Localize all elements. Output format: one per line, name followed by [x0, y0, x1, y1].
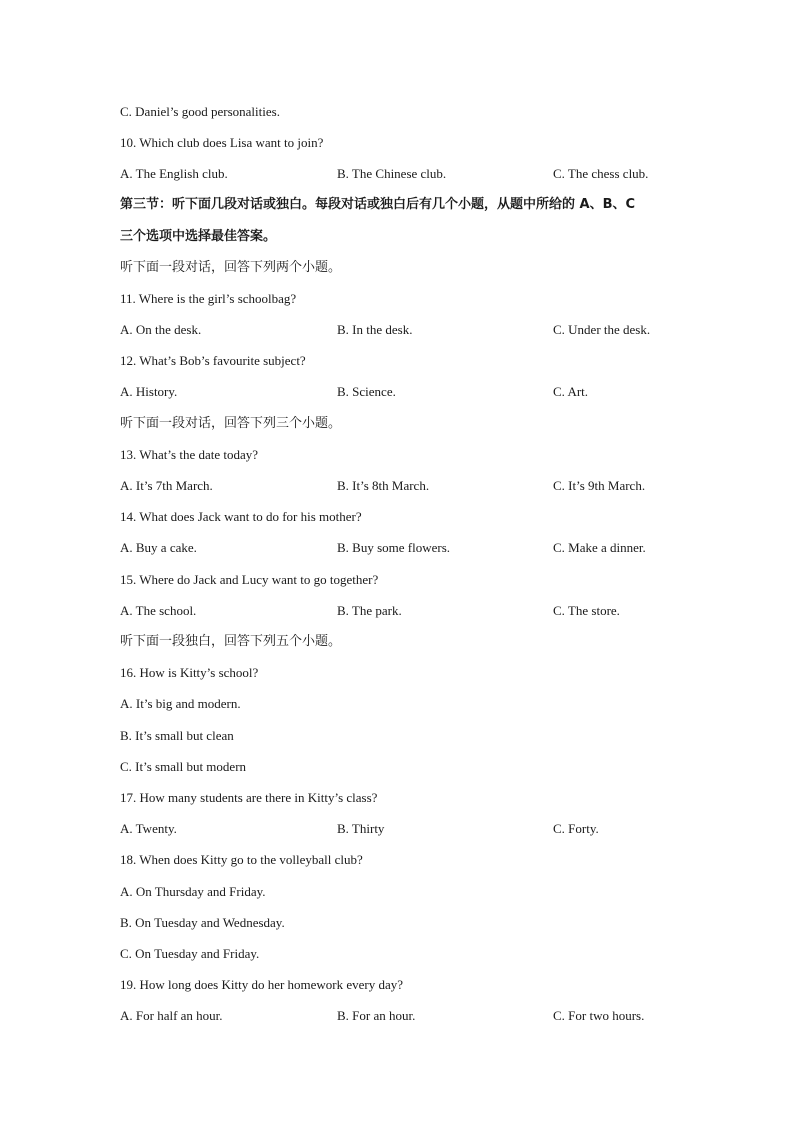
option-b: B. In the desk. [337, 322, 413, 337]
question-19-options [120, 1008, 680, 1024]
option-a: A. For half an hour. [120, 1008, 223, 1023]
question-16-option-b: B. It’s small but clean [120, 728, 234, 743]
question-15-options [120, 603, 680, 619]
question-18-option-b: B. On Tuesday and Wednesday. [120, 915, 285, 930]
section-3-heading-line-1: 第三节：听下面几段对话或独白。每段对话或独白后有几个小题，从题中所给的 A、B、C [120, 197, 636, 212]
question-16-option-a: A. It’s big and modern. [120, 696, 241, 711]
question-15: 15. Where do Jack and Lucy want to go together? [120, 572, 379, 587]
option-a: A. It’s 7th March. [120, 478, 213, 493]
question-18: 18. When does Kitty go to the volleyball club? [120, 852, 363, 867]
option-c: C. The chess club. [553, 166, 649, 181]
question-12: 12. What’s Bob’s favourite subject? [120, 353, 306, 368]
question-14-options [120, 540, 680, 556]
question-11: 11. Where is the girl’s schoolbag? [120, 291, 297, 306]
option-b: B. Buy some flowers. [337, 540, 451, 555]
option-a: A. The school. [120, 603, 197, 618]
option-c: C. Make a dinner. [553, 540, 646, 555]
section-3-heading-line-2: 三个选项中选择最佳答案。 [120, 229, 277, 244]
question-18-option-c: C. On Tuesday and Friday. [120, 946, 260, 961]
question-19: 19. How long does Kitty do her homework every day? [120, 977, 404, 992]
question-16: 16. How is Kitty’s school? [120, 665, 259, 680]
question-14: 14. What does Jack want to do for his mother? [120, 509, 362, 524]
option-b: B. Thirty [337, 821, 385, 836]
question-10: 10. Which club does Lisa want to join? [120, 135, 324, 150]
option-c: C. Under the desk. [553, 322, 651, 337]
question-18-option-a: A. On Thursday and Friday. [120, 884, 266, 899]
option-c: C. Art. [553, 384, 589, 399]
option-c: C. For two hours. [553, 1008, 645, 1023]
option-b: B. The Chinese club. [337, 166, 447, 181]
question-13: 13. What’s the date today? [120, 447, 259, 462]
option-a: A. History. [120, 384, 178, 399]
question-16-option-c: C. It’s small but modern [120, 759, 247, 774]
question-17: 17. How many students are there in Kitty’s class? [120, 790, 378, 805]
question-13-options [120, 478, 680, 494]
option-b: B. The park. [337, 603, 402, 618]
option-b: B. For an hour. [337, 1008, 416, 1023]
option-c: C. Forty. [553, 821, 599, 836]
question-10-options [120, 166, 680, 182]
question-17-options [120, 821, 680, 837]
option-b: B. Science. [337, 384, 396, 399]
option-b: B. It’s 8th March. [337, 478, 430, 493]
option-a: A. The English club. [120, 166, 228, 181]
option-a: A. Buy a cake. [120, 540, 197, 555]
option-a: A. On the desk. [120, 322, 202, 337]
dialog-2-intro: 听下面一段对话，回答下列三个小题。 [120, 416, 342, 431]
q9-option-c: C. Daniel’s good personalities. [120, 104, 280, 119]
option-a: A. Twenty. [120, 821, 177, 836]
option-c: C. The store. [553, 603, 620, 618]
question-12-options [120, 384, 680, 400]
option-c: C. It’s 9th March. [553, 478, 646, 493]
dialog-1-intro: 听下面一段对话，回答下列两个小题。 [120, 260, 342, 275]
question-11-options [120, 322, 680, 338]
monologue-intro: 听下面一段独白，回答下列五个小题。 [120, 634, 342, 649]
